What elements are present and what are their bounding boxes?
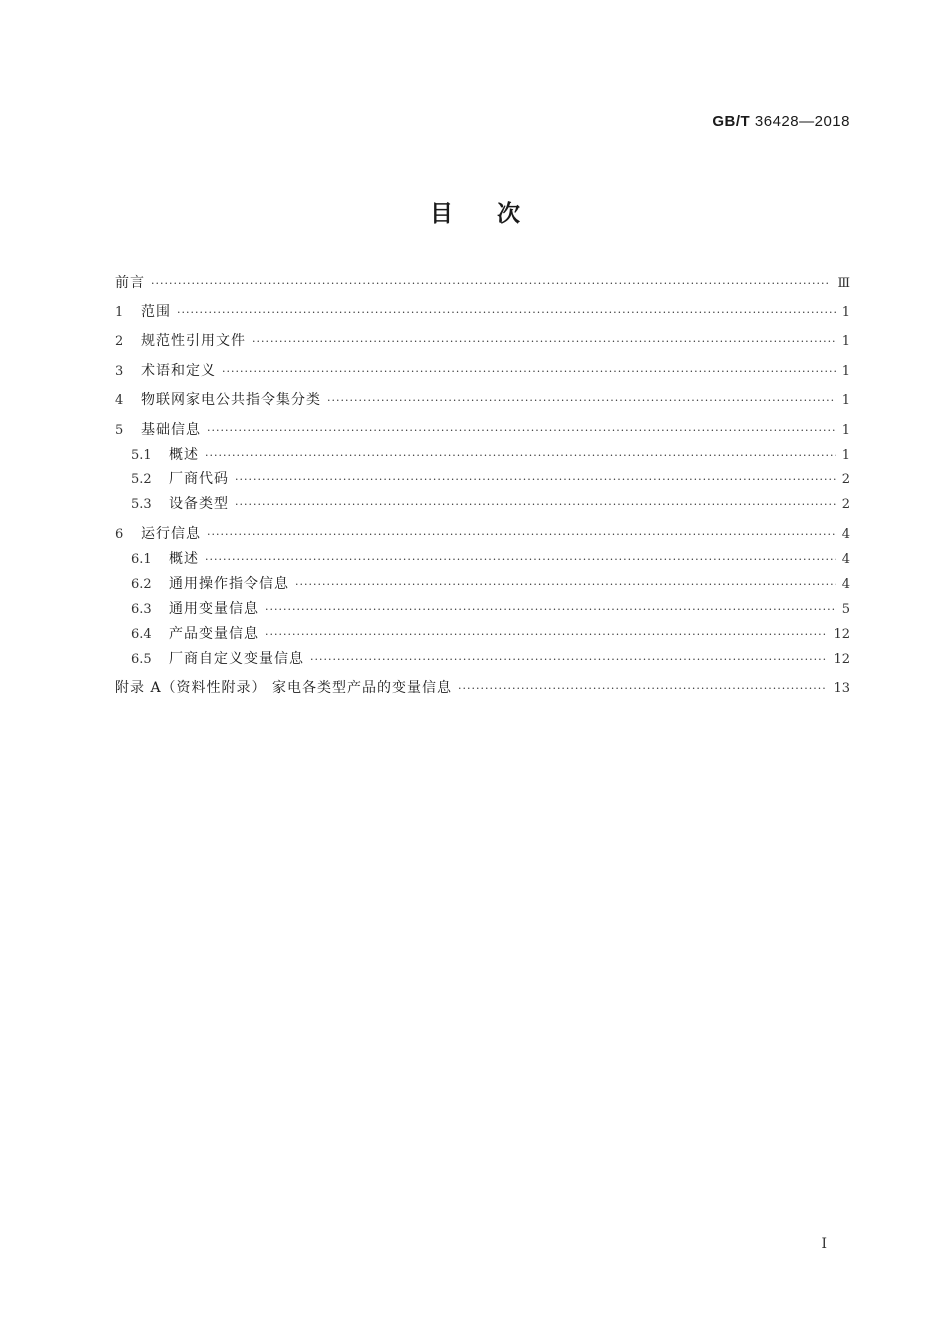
standard-prefix: GB/T [712,113,751,130]
toc-entry-page: 4 [841,552,850,567]
toc-entry[interactable] [115,272,850,294]
toc-leader-dots [151,273,831,295]
toc-entry-page: 4 [841,577,850,592]
toc-entry-page: 12 [833,652,850,667]
toc-leader-dots [177,302,836,324]
toc-entry-page: 2 [841,497,850,512]
toc-entry-title: 厂商代码 [169,471,229,487]
toc-leader-dots [295,574,836,596]
toc-entry[interactable] [115,677,850,699]
toc-entry-title: 产品变量信息 [169,626,259,642]
toc-entry-number: 6.3 [131,602,152,617]
toc-entry[interactable] [131,598,850,620]
toc-entry-number: 6 [115,527,124,542]
toc-title: 目次 [430,201,564,227]
toc-entry-page: 1 [841,448,850,463]
toc-entry-page: 1 [841,305,850,320]
toc-entry-title: 厂商自定义变量信息 [169,651,304,667]
page-number: Ⅰ [821,1236,827,1252]
toc-entry[interactable] [131,468,850,490]
toc-entry-title: 前言 [115,275,145,291]
toc-leader-dots [265,624,827,646]
toc-entry-title: 范围 [141,304,171,320]
standard-number: 36428—2018 [754,113,850,130]
toc-entry-title: 概述 [169,551,199,567]
toc-leader-dots [252,331,836,353]
toc-leader-dots [207,420,836,442]
toc-entry-page: 4 [841,527,850,542]
toc-entry-page: 12 [833,627,850,642]
toc-entry-title: 物联网家电公共指令集分类 [141,392,321,408]
toc-entry[interactable] [115,301,850,323]
toc-entry-title: 通用变量信息 [169,601,259,617]
toc-entry-number: 5.3 [131,497,152,512]
toc-entry-number: 6.2 [131,577,152,592]
toc-entry-page: 1 [841,423,850,438]
toc-entry-number: 1 [115,305,124,320]
toc-entry-title: 附录 A（资料性附录） 家电各类型产品的变量信息 [115,680,453,696]
toc-entry[interactable] [131,648,850,670]
toc-leader-dots [458,678,827,700]
toc-leader-dots [265,599,836,621]
toc-entry[interactable] [131,493,850,515]
toc-entry-page: 1 [841,364,850,379]
toc-entry-title: 通用操作指令信息 [169,576,289,592]
toc-entry-number: 2 [115,334,124,349]
toc-entry-page: 5 [841,602,850,617]
toc-entry[interactable] [115,360,850,382]
toc-entry[interactable] [115,389,850,411]
toc-leader-dots [235,494,836,516]
toc-entry-number: 5.1 [131,448,152,463]
toc-entry[interactable] [115,419,850,441]
toc-entry-number: 6.5 [131,652,152,667]
toc-entry-title: 设备类型 [169,496,229,512]
standard-code [712,113,850,130]
toc-entry-title: 运行信息 [141,526,201,542]
toc-leader-dots [222,361,836,383]
toc-entry-number: 4 [115,393,124,408]
toc-entry[interactable] [131,444,850,466]
toc-leader-dots [205,445,836,467]
toc-entry-title: 概述 [169,447,199,463]
toc-entry-number: 6.4 [131,627,152,642]
toc-entry-page: 1 [841,393,850,408]
toc-entry-page: Ⅲ [837,276,850,291]
toc-entry-title: 术语和定义 [141,363,216,379]
toc-leader-dots [235,469,836,491]
toc-entry-page: 13 [833,681,850,696]
toc-entry-number: 3 [115,364,124,379]
toc-entry-title: 基础信息 [141,422,201,438]
toc-entry-number: 5 [115,423,124,438]
toc-leader-dots [207,524,836,546]
toc-entry-number: 5.2 [131,472,152,487]
toc-leader-dots [327,390,836,412]
toc-entry-title: 规范性引用文件 [141,333,246,349]
toc-entry[interactable] [115,330,850,352]
toc-entry-page: 2 [841,472,850,487]
toc-entry[interactable] [131,548,850,570]
toc-entry[interactable] [115,523,850,545]
toc-leader-dots [205,549,836,571]
toc-entry-number: 6.1 [131,552,152,567]
toc-entry-page: 1 [841,334,850,349]
toc-entry[interactable] [131,623,850,645]
toc-leader-dots [310,649,827,671]
toc-entry[interactable] [131,573,850,595]
